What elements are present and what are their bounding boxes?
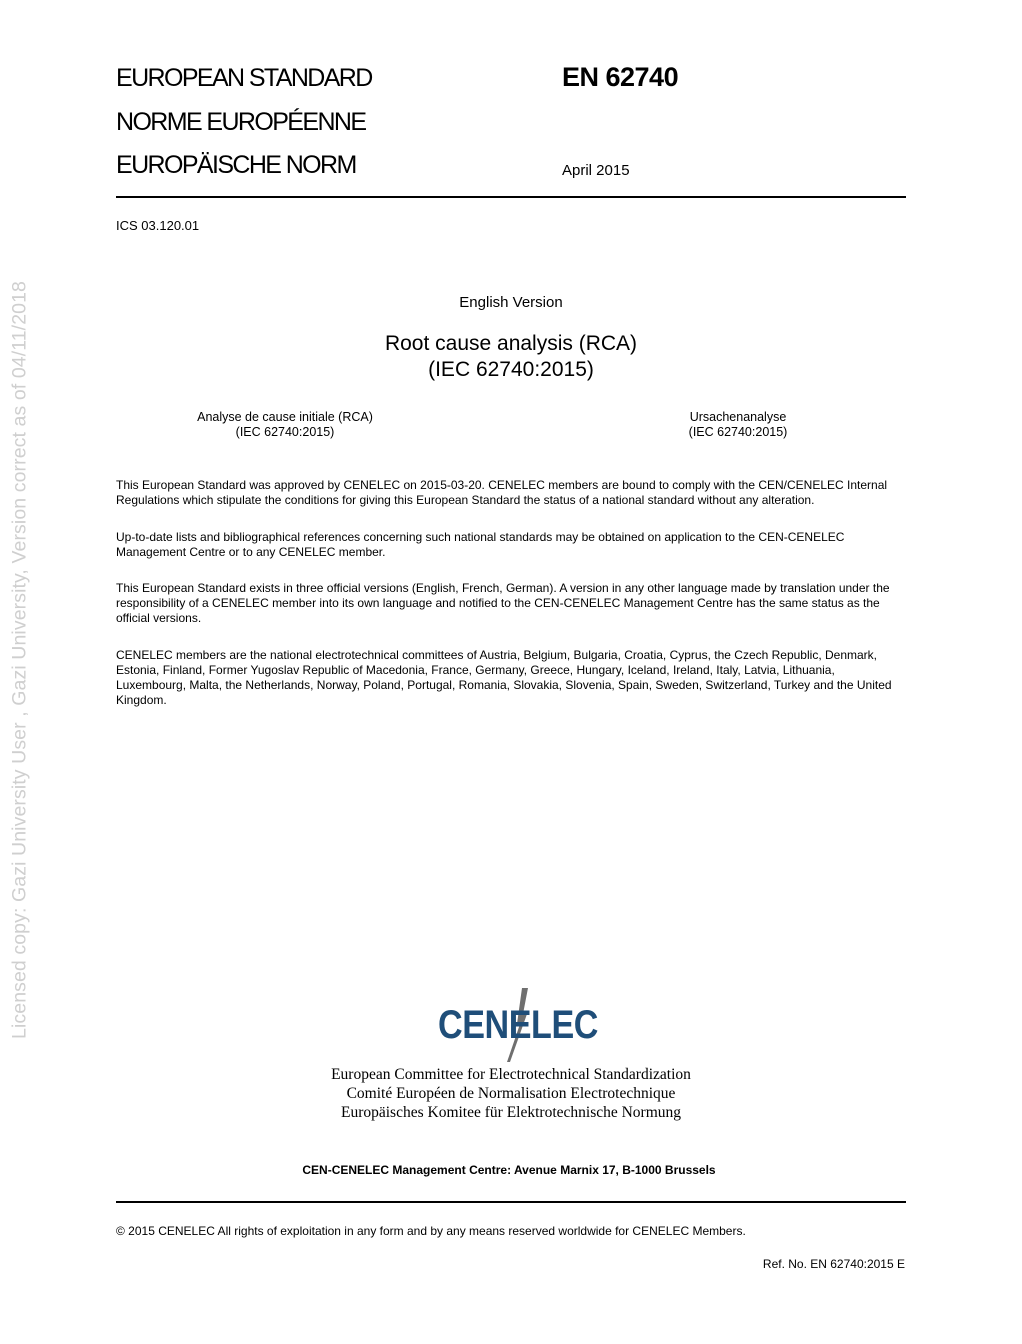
german-title-line2: (IEC 62740:2015) bbox=[688, 425, 788, 439]
members-paragraph: CENELEC members are the national electrotechnical committees of Austria, Belgium, Bulgaria, Croatia, Cyprus, the Czech Republic, Denmark, Estonia, Finland, Former Yugoslav Republic of Macedonia, France, Germany, Greece, Hungary, Iceland, Ireland, Italy, Latvia, Lithuania, Luxembourg, Malta, the Netherlands, Norway, Poland, Portugal, Romania, Slovakia, Slovenia, Spain, Sweden, Switzerland, Turkey and the United Kingdom. bbox=[116, 648, 892, 707]
license-watermark: Licensed copy: Gazi University User , Gazi University, Version correct as of 04/11/2018 bbox=[8, 281, 31, 1039]
title-german: EUROPÄISCHE NORM bbox=[116, 151, 356, 179]
document-title-line2: (IEC 62740:2015) bbox=[428, 358, 594, 381]
title-french: NORME EUROPÉENNE bbox=[116, 108, 366, 136]
publication-date: April 2015 bbox=[562, 162, 630, 179]
document-title-line1: Root cause analysis (RCA) bbox=[384, 332, 638, 355]
standard-number: EN 62740 bbox=[562, 62, 679, 92]
french-title-line2: (IEC 62740:2015) bbox=[235, 425, 335, 439]
version-label: English Version bbox=[459, 294, 563, 311]
org-name-english: European Committee for Electrotechnical Standardization bbox=[331, 1066, 691, 1083]
org-name-german: Europäisches Komitee für Elektrotechnische Normung bbox=[340, 1104, 682, 1121]
german-title bbox=[640, 410, 836, 440]
title-english: EUROPEAN STANDARD bbox=[116, 64, 372, 92]
references-paragraph: Up-to-date lists and bibliographical references concerning such national standards may be obtained on application to the CEN-CENELEC Management Centre or to any CENELEC member. bbox=[116, 530, 845, 559]
versions-paragraph: This European Standard exists in three official versions (English, French, German). A version in any other language made by translation under the responsibility of a CENELEC member into its own language and notified to the CEN-CENELEC Management Centre has the same status as the official versions. bbox=[116, 581, 890, 625]
document-title bbox=[0, 331, 1022, 383]
ics-code: ICS 03.120.01 bbox=[116, 218, 200, 233]
german-title-line1: Ursachenanalyse bbox=[689, 410, 787, 424]
management-centre-address: CEN-CENELEC Management Centre: Avenue Marnix 17, B-1000 Brussels bbox=[302, 1163, 716, 1177]
french-title bbox=[160, 410, 410, 440]
top-divider bbox=[116, 196, 906, 198]
copyright-notice: © 2015 CENELEC All rights of exploitation in any form and by any means reserved worldwide for CENELEC Members. bbox=[116, 1224, 746, 1238]
bottom-divider bbox=[116, 1201, 906, 1203]
approval-paragraph: This European Standard was approved by CENELEC on 2015-03-20. CENELEC members are bound to comply with the CEN/CENELEC Internal Regulations which stipulate the conditions for giving this European Standard the status of a national standard without any alteration. bbox=[116, 478, 888, 507]
logo-wordmark: CENELEC bbox=[438, 1003, 598, 1047]
french-title-line1: Analyse de cause initiale (RCA) bbox=[197, 410, 373, 424]
cenelec-logo bbox=[436, 984, 600, 1062]
org-name-french: Comité Européen de Normalisation Electrotechnique bbox=[346, 1085, 676, 1102]
reference-number: Ref. No. EN 62740:2015 E bbox=[762, 1257, 905, 1271]
